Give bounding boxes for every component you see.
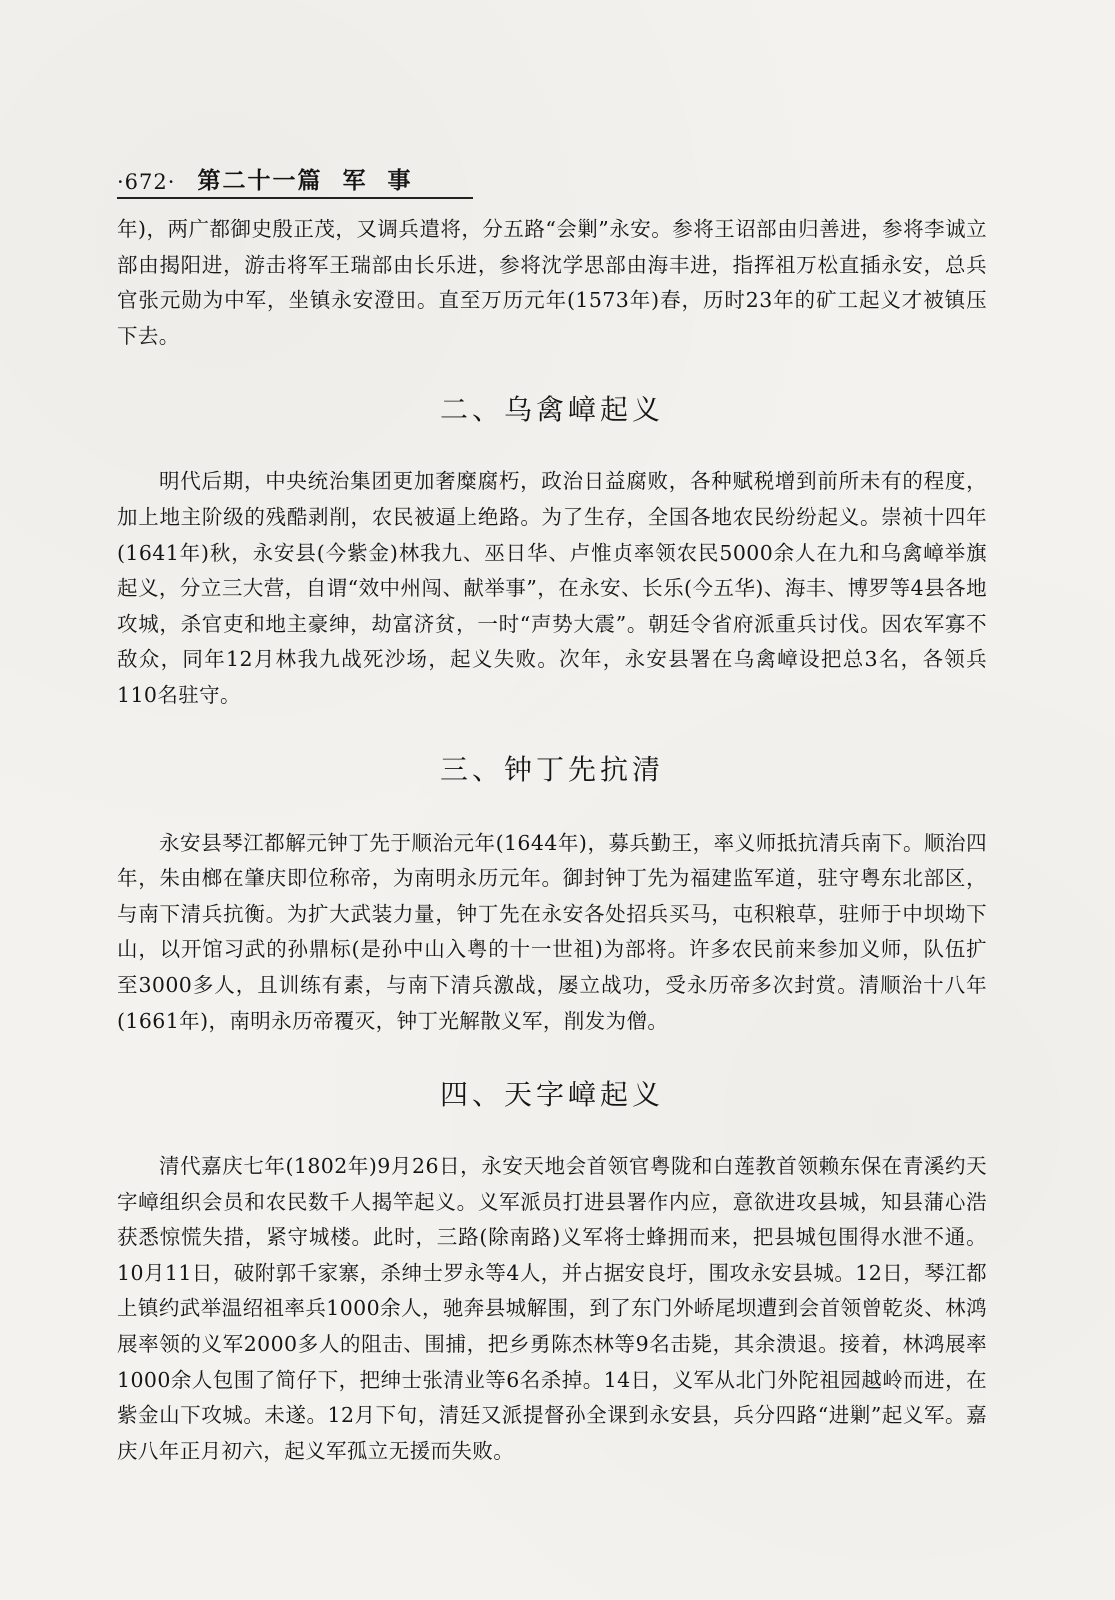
page-body [117, 212, 987, 1469]
section-paragraph-wuqinzhang: 明代后期，中央统治集团更加奢糜腐朽，政治日益腐败，各种赋税增到前所未有的程度，加上地主阶级的残酷剥削，农民被逼上绝路。为了生存，全国各地农民纷纷起义。崇祯十四年(1641年)秋，永安县(今紫金)林我九、巫日华、卢惟贞率领农民5000余人在九和乌禽嶂举旗起义，分立三大营，自谓“效中州闯、献举事”，在永安、长乐(今五华)、海丰、博罗等4县各地攻城，杀官吏和地主豪绅，劫富济贫，一时“声势大震”。朝廷令省府派重兵讨伐。因农军寡不敌众，同年12月林我九战死沙场，起义失败。次年，永安县署在乌禽嶂设把总3名，各领兵110名驻守。 [117, 469, 987, 707]
section-heading-zhongdingxian: 三、钟丁先抗清 [439, 752, 664, 786]
page-number: ·672· [117, 170, 176, 194]
section-paragraph-zhongdingxian: 永安县琴江都解元钟丁先于顺治元年(1644年)，募兵勤王，率义师抵抗清兵南下。顺治四年，朱由榔在肇庆即位称帝，为南明永历元年。御封钟丁先为福建监军道，驻守粤东北部区，与南下清兵抗衡。为扩大武装力量，钟丁先在永安各处招兵买马，屯积粮草，驻师于中坝坳下山，以开馆习武的孙鼎标(是孙中山入粤的十一世祖)为部将。许多农民前来参加义师，队伍扩至3000多人，且训练有素，与南下清兵激战，屡立战功，受永历帝多次封赏。清顺治十八年(1661年)，南明永历帝覆灭，钟丁光解散义军，削发为僧。 [117, 830, 987, 1033]
chapter-title: 第二十一篇 军 事 [197, 168, 413, 194]
running-header [117, 158, 477, 198]
section-heading-tianzizhang: 四、天字嶂起义 [439, 1078, 664, 1112]
header-rule [117, 197, 473, 199]
section-heading-wuqinzhang: 二、乌禽嶂起义 [439, 393, 664, 427]
section-paragraph-tianzizhang: 清代嘉庆七年(1802年)9月26日，永安天地会首领官粤陇和白莲教首领赖东保在青溪约天字嶂组织会员和农民数千人揭竿起义。义军派员打进县署作内应，意欲进攻县城，知县蒲心浩获悉惊慌失措，紧守城楼。此时，三路(除南路)义军将士蜂拥而来，把县城包围得水泄不通。10月11日，破附郭千家寨，杀绅士罗永等4人，并占据安良圩，围攻永安县城。12日，琴江都上镇约武举温绍祖率兵1000余人，驰奔县城解围，到了东门外峤尾坝遭到会首领曾乾炎、林鸿展率领的义军2000多人的阻击、围捕，把乡勇陈杰林等9名击毙，其余溃退。接着，林鸿展率1000余人包围了简仔下，把绅士张清业等6名杀掉。14日，义军从北门外陀祖园越岭而进，在紫金山下攻城。未遂。12月下旬，清廷又派提督孙全课到永安县，兵分四路“进剿”起义军。嘉庆八年正月初六，起义军孤立无援而失败。 [117, 1154, 987, 1463]
intro-paragraph: 年)，两广都御史殷正茂，又调兵遣将，分五路“会剿”永安。参将王诏部由归善进，参将李诚立部由揭阳进，游击将军王瑞部由长乐进，参将沈学思部由海丰进，指挥祖万松直插永安，总兵官张元勋为中军，坐镇永安澄田。直至万历元年(1573年)春，历时23年的矿工起义才被镇压下去。 [117, 217, 987, 348]
